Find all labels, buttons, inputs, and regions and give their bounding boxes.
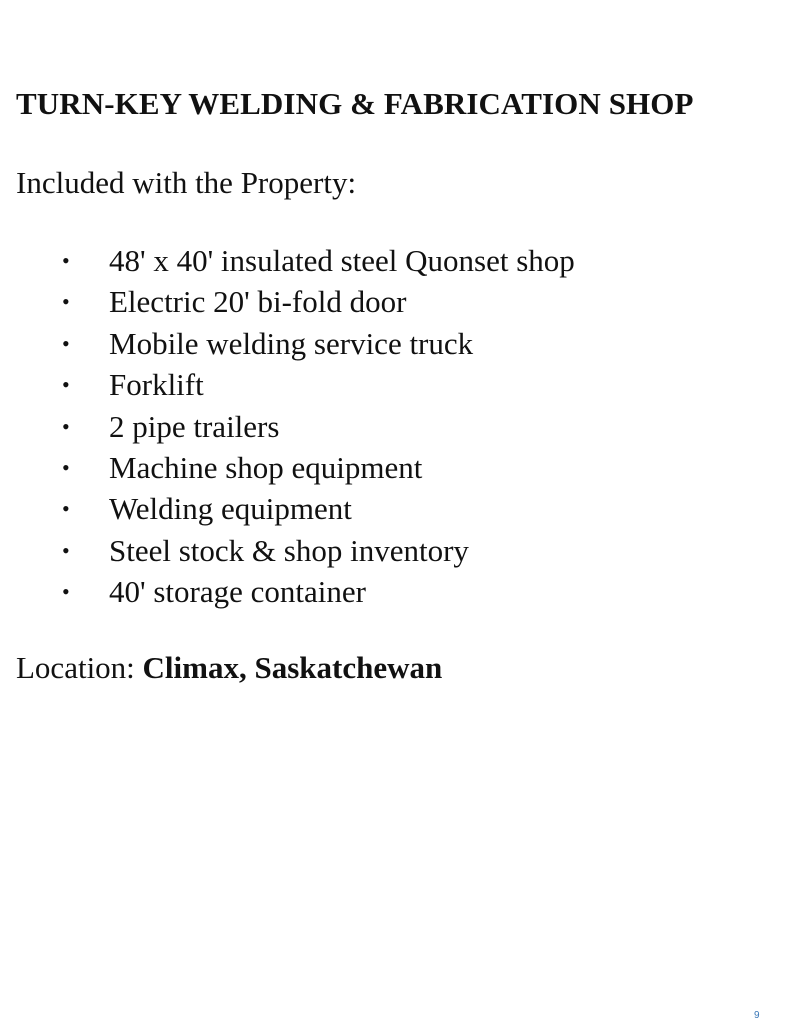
intro-text: Included with the Property: xyxy=(16,165,357,200)
list-item-text: Welding equipment xyxy=(109,491,352,527)
bullet-icon: • xyxy=(62,537,70,563)
bullet-icon: • xyxy=(62,372,70,398)
bullet-icon: • xyxy=(62,248,70,273)
location-label: Location: xyxy=(16,650,143,685)
bullet-icon: • xyxy=(62,413,70,439)
bullet-icon: • xyxy=(62,579,70,605)
list-item-text: Mobile welding service truck xyxy=(109,325,474,361)
document-title: TURN-KEY WELDING & FABRICATION SHOP xyxy=(16,86,694,121)
list-item-text: Machine shop equipment xyxy=(109,449,423,485)
bullet-icon: • xyxy=(62,496,70,522)
location-value: Climax, Saskatchewan xyxy=(142,650,443,685)
page-number: 9 xyxy=(754,1010,760,1021)
list-item-text: Forklift xyxy=(109,367,204,403)
bullet-icon: • xyxy=(62,330,70,356)
location-line xyxy=(16,650,442,686)
bullet-icon: • xyxy=(62,454,70,480)
list-item-text: 40' storage container xyxy=(109,574,366,610)
list-item-text: 48' x 40' insulated steel Quonset shop xyxy=(109,243,575,278)
list-item-text: Electric 20' bi-fold door xyxy=(109,284,407,320)
bullet-icon: • xyxy=(62,289,70,315)
list-item-text: Steel stock & shop inventory xyxy=(109,532,469,568)
list-item-text: 2 pipe trailers xyxy=(109,408,280,444)
